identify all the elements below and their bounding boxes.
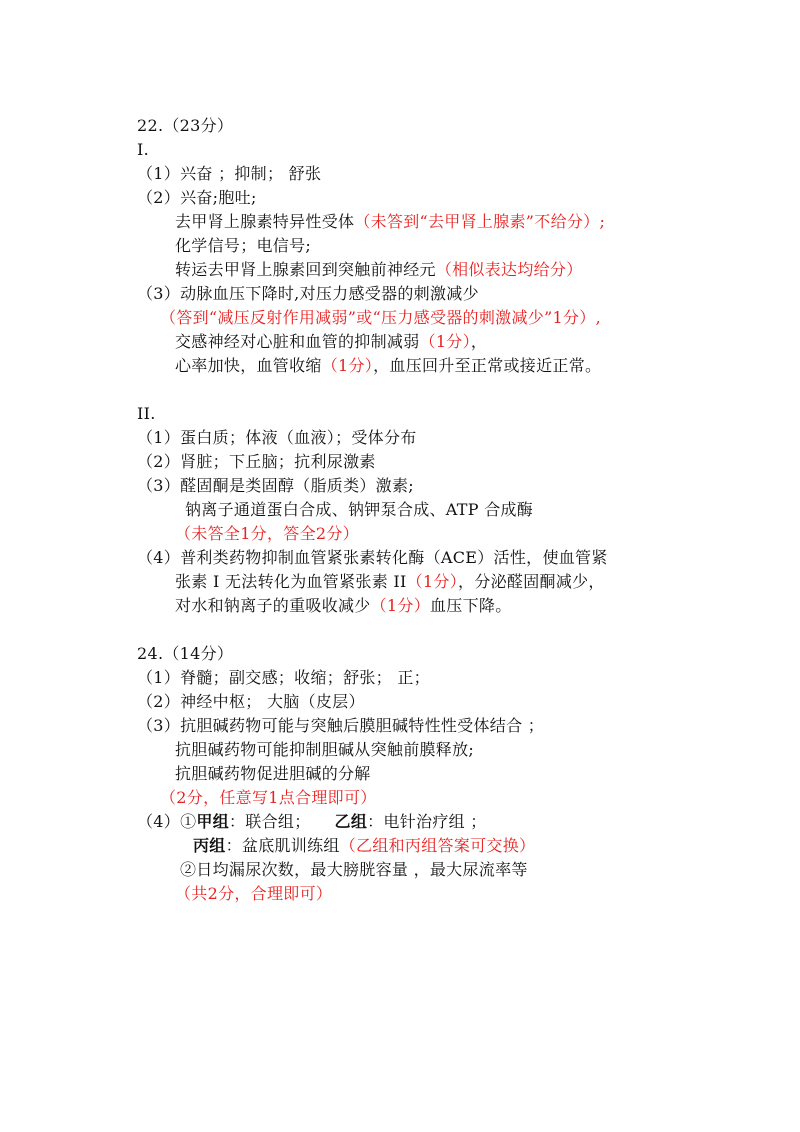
q24-2-answer: （2）神经中枢； 大脑（皮层） (137, 692, 365, 711)
reabsorption-answer: 对水和钠离子的重吸收减少 (175, 596, 371, 615)
sympathetic-answer: 交感神经对心脏和血管的抑制减弱 (175, 332, 420, 351)
q22-3-heart-line (175, 356, 601, 376)
score-point: （1分） (406, 572, 459, 591)
q24-1-answer: （1）脊髓；副交感；收缩；舒张； 正； (137, 668, 430, 687)
q22-3-sympathetic-line (175, 332, 487, 352)
q22-ii-2-answer: （2）肾脏；下丘脑；抗利尿激素 (137, 452, 376, 471)
group-jia-label: 甲组 (196, 812, 229, 831)
scoring-note: （相似表达均给分） (435, 260, 583, 279)
group-jia-text: ：联合组； (229, 812, 311, 831)
q22-ii-4-line3 (175, 596, 512, 616)
q24-4-bing-line (193, 836, 535, 856)
scoring-note: （2分，任意写1点合理即可） (160, 788, 377, 807)
scoring-note: （未答到“去甲肾上腺素”不给分）; (354, 212, 606, 231)
scoring-note: （答到“减压反射作用减弱”或“压力感受器的刺激减少”1分）, (160, 308, 601, 327)
comma: ， (470, 332, 488, 351)
blood-pressure-answer: ，血压回升至正常或接近正常。 (373, 356, 602, 375)
q22-2-answer: （2）兴奋;胞吐; (137, 188, 257, 207)
q22-1-answer: （1）兴奋 ；抑制； 舒张 (137, 164, 322, 183)
q22-ii-3-enzymes: 钠离子通道蛋白合成、钠钾泵合成、ATP 合成酶 (185, 500, 534, 519)
transport-answer: 转运去甲肾上腺素回到突触前神经元 (175, 260, 436, 279)
q22-2-receptor-line (175, 212, 605, 232)
q24-4-indicators: ②日均漏尿次数，最大膀胱容量 ，最大尿流率等 (180, 860, 528, 879)
q22-2-transport-line (175, 260, 583, 280)
q24-4-groups-line (137, 812, 487, 832)
q22-header: 22.（23分） (137, 116, 234, 135)
scoring-note: （乙组和丙组答案可交换） (339, 836, 536, 855)
q22-ii-4-line2 (175, 572, 605, 592)
q22-3-answer: （3）动脉血压下降时,对压力感受器的刺激减少 (137, 284, 479, 303)
q22-part2-heading: II. (137, 404, 156, 423)
group-yi-text: ：电针治疗组 ； (367, 812, 487, 831)
angiotensin-answer: 张素 I 无法转化为血管紧张素 II (175, 572, 407, 591)
pressure-drop-answer: 血压下降。 (430, 596, 512, 615)
score-point: （1分） (370, 596, 430, 615)
q22-2-signal-line: 化学信号；电信号; (175, 236, 312, 255)
q24-3-answer: （3）抗胆碱药物可能与突触后膜胆碱特性性受体结合 ； (137, 716, 545, 735)
receptor-answer: 去甲肾上腺素特异性受体 (175, 212, 355, 231)
group-yi-label: 乙组 (334, 812, 368, 831)
q24-3-line2: 抗胆碱药物可能抑制胆碱从突触前膜释放; (175, 740, 475, 759)
group-bing-text: ：盆底肌训练组 (225, 836, 340, 855)
q22-part1-heading: I. (137, 140, 150, 159)
q22-ii-1-answer: （1）蛋白质；体液（血液）；受体分布 (137, 428, 417, 447)
heart-answer: 心率加快，血管收缩 (175, 356, 322, 375)
group-bing-label: 丙组 (193, 836, 226, 855)
aldosterone-answer: ，分泌醛固酮减少， (458, 572, 605, 591)
q24-header: 24.（14分） (137, 644, 234, 663)
score-point: （1分） (419, 332, 471, 351)
q22-ii-3-answer: （3）醛固酮是类固醇（脂质类）激素; (137, 476, 414, 495)
score-point: （1分） (321, 356, 374, 375)
q24-3-line3: 抗胆碱药物促进胆碱的分解 (175, 764, 371, 783)
q24-4-prefix: （4）① (137, 812, 197, 831)
q22-ii-4-answer: （4）普利类药物抑制血管紧张素转化酶（ACE）活性，使血管紧 (137, 548, 608, 567)
scoring-note: （共2分，合理即可） (175, 884, 333, 903)
scoring-note: （未答全1分，答全2分） (175, 524, 359, 543)
